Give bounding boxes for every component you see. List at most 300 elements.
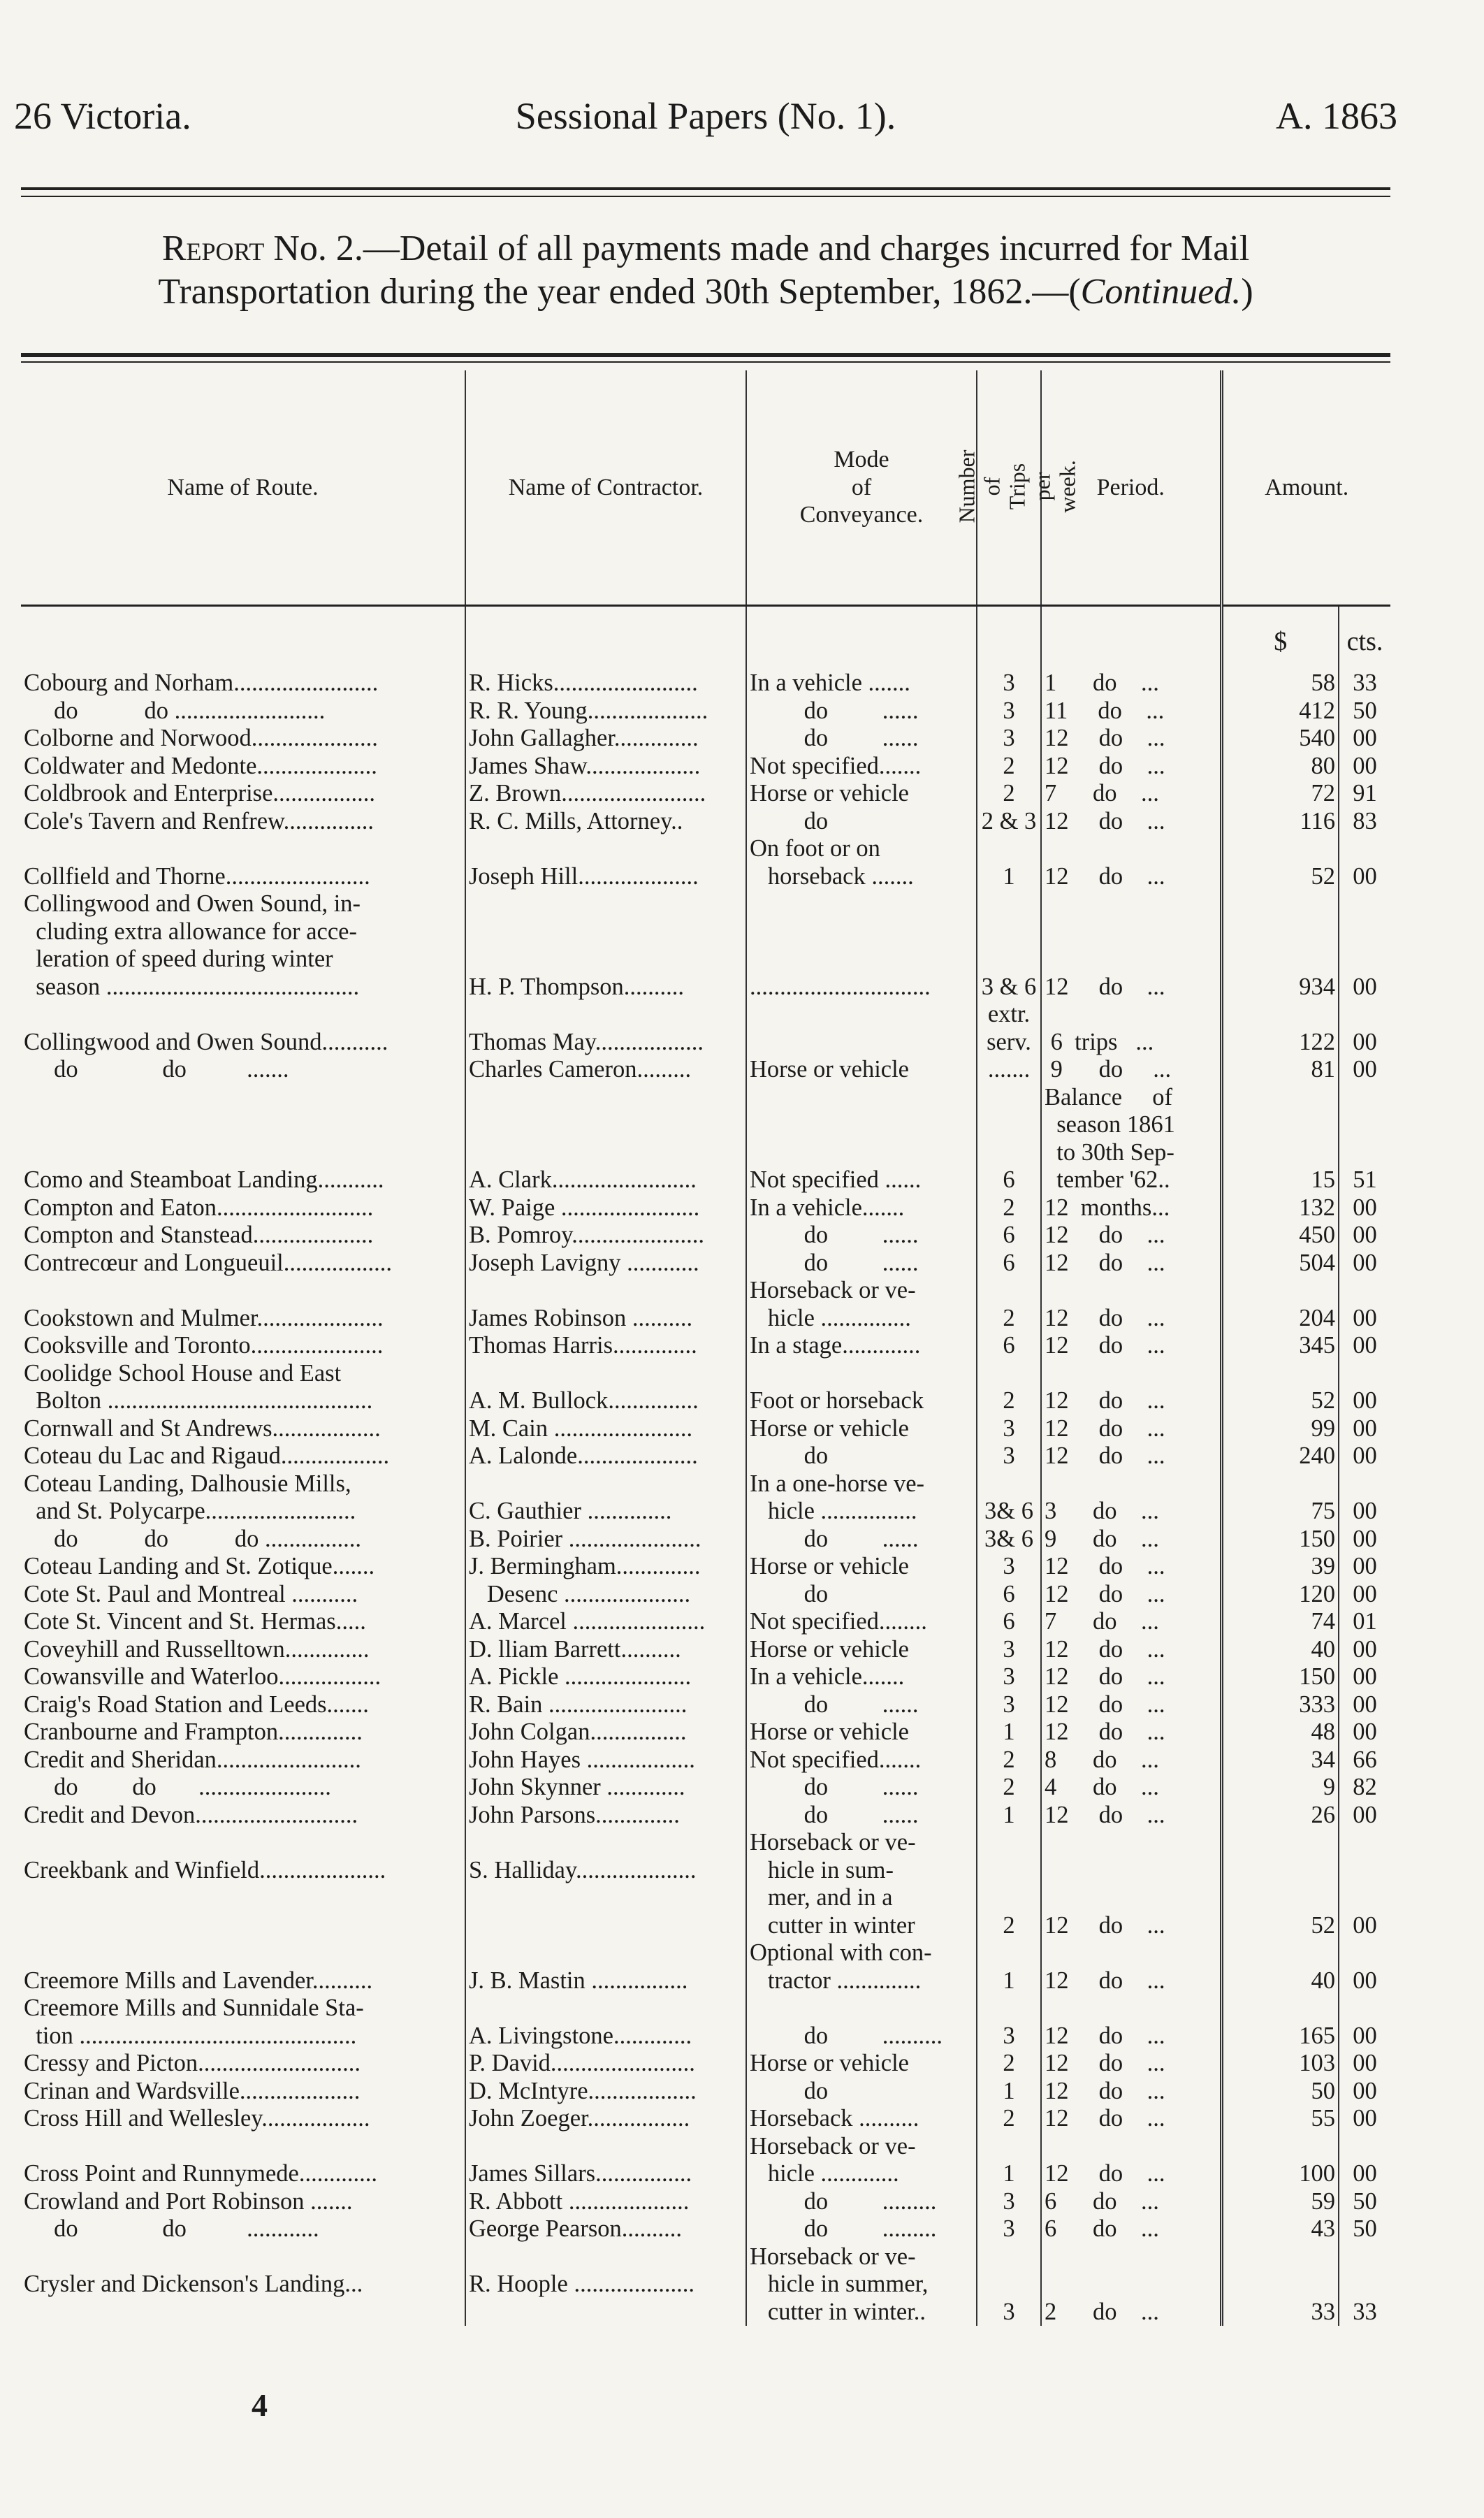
cell-trips: 2 (977, 753, 1041, 781)
table-row (21, 1056, 1390, 1084)
cell-period: 12 do ... (1041, 1222, 1221, 1250)
report-title-line1: No. 2.—Detail of all payments made and charges incurred for Mail (264, 229, 1250, 268)
cell-amount: 48 (1221, 1719, 1339, 1746)
cell-mode: Horseback or ve- hicle in summer, cutter in winter.. (746, 2243, 977, 2327)
cell-trips: 1 (977, 1939, 1041, 1995)
cell-contractor: George Pearson.......... (465, 2215, 746, 2243)
cell-route: Coldbrook and Enterprise................. (21, 780, 465, 808)
cell-mode: do ......... (746, 2215, 977, 2243)
cell-route: do do ....... (21, 1056, 465, 1084)
table-row (21, 890, 1390, 1001)
cell-amount: 333 (1221, 1691, 1339, 1719)
report-title-close: ) (1241, 272, 1253, 312)
cell-mode: In a vehicle....... (746, 1194, 977, 1222)
cell-amount: 74 (1221, 1608, 1339, 1636)
cell-period: 12 do ... (1041, 1360, 1221, 1415)
cell-period: 12 do ... (1041, 725, 1221, 753)
cell-route: Coteau du Lac and Rigaud.................. (21, 1442, 465, 1470)
cell-trips: 2 (977, 780, 1041, 808)
cell-amount: 55 (1221, 2105, 1339, 2133)
cell-route: Coveyhill and Russelltown.............. (21, 1636, 465, 1664)
cell-trips: 1 (977, 1719, 1041, 1746)
cell-period: 9 do ... (1041, 1526, 1221, 1554)
cell-trips: 2 (977, 1277, 1041, 1332)
cell-trips: 3 (977, 725, 1041, 753)
cell-mode: Horseback or ve- hicle in sum- mer, and in a cutter in winter (746, 1829, 977, 1939)
cell-period: 12 do ... (1041, 2133, 1221, 2188)
report-title (21, 227, 1390, 314)
table-row (21, 1277, 1390, 1332)
cell-amount: 50 (1221, 2078, 1339, 2106)
cell-contractor: W. Paige ....................... (465, 1194, 746, 1222)
cell-period: 6 do ... (1041, 2215, 1221, 2243)
cell-cents: 00 (1353, 2105, 1377, 2132)
cell-route: Creekbank and Winfield..................... (21, 1829, 465, 1939)
unit-dollars: $ (1221, 606, 1339, 656)
cell-mode: Not specified........ (746, 1608, 977, 1636)
cell-route: Crysler and Dickenson's Landing... (21, 2243, 465, 2327)
cell-mode: Horse or vehicle (746, 1636, 977, 1664)
trips-header-text: Number of Trips per week. (954, 449, 1080, 523)
cell-period: 7 do ... (1041, 780, 1221, 808)
cell-period: 12 do ... (1041, 1995, 1221, 2050)
cell-mode: do ...... (746, 1774, 977, 1802)
cell-amount: 80 (1221, 753, 1339, 781)
cell-trips: 3 (977, 1691, 1041, 1719)
cell-mode: .............................. (746, 890, 977, 1001)
cell-route: Cowansville and Waterloo................. (21, 1663, 465, 1691)
cell-contractor: R. Hoople .................... (465, 2243, 746, 2327)
cell-cents: 00 (1353, 1580, 1377, 1607)
cell-route: Cornwall and St Andrews.................. (21, 1415, 465, 1443)
cell-trips: extr. serv. (977, 1001, 1041, 1056)
cell-contractor: James Sillars................ (465, 2133, 746, 2188)
table-row (21, 2188, 1390, 2216)
cell-mode: do ...... (746, 1250, 977, 1278)
cell-trips: 2 (977, 1829, 1041, 1939)
cell-amount: 120 (1221, 1581, 1339, 1609)
cell-cents: 00 (1353, 1387, 1377, 1414)
cell-cents: 00 (1353, 725, 1377, 751)
table-row (21, 1360, 1390, 1415)
cell-period: 12 do ... (1041, 1250, 1221, 1278)
cell-route: do do ......................... (21, 697, 465, 725)
cell-mode: Horse or vehicle (746, 2050, 977, 2078)
cell-trips: 1 (977, 1802, 1041, 1830)
cell-route: Cookstown and Mulmer..................... (21, 1277, 465, 1332)
cell-cents: 00 (1353, 1056, 1377, 1083)
cell-mode: do (746, 2078, 977, 2106)
cell-cents: 00 (1353, 1525, 1377, 1552)
table-header-row (21, 370, 1390, 606)
cell-cents: 00 (1353, 1442, 1377, 1469)
cell-period: 4 do ... (1041, 1774, 1221, 1802)
cell-trips: 3 (977, 1663, 1041, 1691)
table-top-rule-thin (21, 361, 1390, 363)
cell-amount: 52 (1221, 1829, 1339, 1939)
cell-amount: 122 (1221, 1001, 1339, 1056)
cell-mode: Foot or horseback (746, 1360, 977, 1415)
cell-trips: 2 (977, 1194, 1041, 1222)
cell-cents: 00 (1353, 2050, 1377, 2076)
report-title-line2: Transportation during the year ended 30th September, 1862.—( (158, 272, 1081, 312)
cell-trips: 1 (977, 2078, 1041, 2106)
cell-trips: 2 (977, 1774, 1041, 1802)
cell-cents: 00 (1353, 1553, 1377, 1579)
cell-contractor: James Robinson .......... (465, 1277, 746, 1332)
cell-amount: 75 (1221, 1470, 1339, 1526)
cell-route: Como and Steamboat Landing........... (21, 1084, 465, 1194)
cell-mode: In a vehicle ....... (746, 670, 977, 697)
units-row (21, 606, 1390, 656)
cell-amount: 150 (1221, 1663, 1339, 1691)
header-session: 26 Victoria. (14, 95, 191, 137)
cell-route: Cross Point and Runnymede............. (21, 2133, 465, 2188)
cell-contractor: C. Gauthier .............. (465, 1470, 746, 1526)
cell-route: Craig's Road Station and Leeds....... (21, 1691, 465, 1719)
cell-mode: Horseback or ve- hicle ............. (746, 2133, 977, 2188)
cell-mode: do ...... (746, 725, 977, 753)
cell-mode: In a vehicle....... (746, 1663, 977, 1691)
cell-contractor: J. Bermingham.............. (465, 1553, 746, 1581)
cell-route: Collfield and Thorne........................ (21, 835, 465, 890)
cell-trips: 2 & 3 (977, 808, 1041, 836)
cell-amount: 43 (1221, 2215, 1339, 2243)
cell-contractor: James Shaw................... (465, 753, 746, 781)
cell-trips: 6 (977, 1581, 1041, 1609)
cell-trips: 6 (977, 1608, 1041, 1636)
cell-period: 6 trips ... (1041, 1001, 1221, 1056)
cell-route: Creemore Mills and Lavender.......... (21, 1939, 465, 1995)
table-row (21, 1332, 1390, 1360)
cell-cents: 00 (1353, 1222, 1377, 1248)
cell-contractor: Joseph Hill.................... (465, 835, 746, 890)
payments-table (21, 370, 1390, 2326)
table-row (21, 1608, 1390, 1636)
cell-cents: 00 (1353, 1635, 1377, 1663)
cell-route: Contrecœur and Longueuil.................. (21, 1250, 465, 1278)
cell-period: 12 do ... (1041, 1277, 1221, 1332)
cell-trips: 2 (977, 2050, 1041, 2078)
table-top-rule (21, 353, 1390, 357)
cell-mode: Not specified....... (746, 1746, 977, 1774)
cell-amount: 165 (1221, 1995, 1339, 2050)
cell-cents: 82 (1353, 1774, 1377, 1800)
cell-cents: 01 (1353, 1608, 1377, 1635)
cell-amount: 33 (1221, 2243, 1339, 2327)
cell-cents: 00 (1353, 2077, 1377, 2104)
cell-amount: 100 (1221, 2133, 1339, 2188)
cell-cents: 00 (1353, 2160, 1377, 2187)
table-row (21, 2243, 1390, 2327)
cell-contractor: Thomas Harris.............. (465, 1332, 746, 1360)
table-row (21, 1194, 1390, 1222)
table-row (21, 753, 1390, 781)
cell-route: Coolidge School House and East Bolton ............................................ (21, 1360, 465, 1415)
cell-trips: ....... (977, 1056, 1041, 1084)
table-row (21, 1470, 1390, 1526)
cell-cents: 83 (1353, 807, 1377, 834)
cell-amount: 72 (1221, 780, 1339, 808)
cell-period: 12 do ... (1041, 753, 1221, 781)
cell-trips: 6 (977, 1250, 1041, 1278)
cell-contractor: A. Livingstone............. (465, 1995, 746, 2050)
cell-period: 12 do ... (1041, 808, 1221, 836)
cell-period: 12 do ... (1041, 1691, 1221, 1719)
cell-cents: 00 (1353, 1332, 1377, 1359)
cell-mode: do ...... (746, 697, 977, 725)
cell-period: 12 do ... (1041, 2078, 1221, 2106)
cell-amount: 99 (1221, 1415, 1339, 1443)
cell-period: 12 do ... (1041, 1829, 1221, 1939)
cell-contractor: A. Pickle ..................... (465, 1663, 746, 1691)
col-header-route: Name of Route. (21, 370, 465, 606)
report-title-prefix: Report (161, 229, 265, 268)
cell-period: 12 do ... (1041, 1802, 1221, 1830)
cell-trips: 3 (977, 1415, 1041, 1443)
cell-contractor: M. Cain ....................... (465, 1415, 746, 1443)
cell-contractor: J. B. Mastin ................ (465, 1939, 746, 1995)
cell-amount: 52 (1221, 1360, 1339, 1415)
table-row (21, 835, 1390, 890)
cell-period: 12 do ... (1041, 1663, 1221, 1691)
table-row (21, 1746, 1390, 1774)
cell-amount: 103 (1221, 2050, 1339, 2078)
cell-contractor: R. R. Young.................... (465, 697, 746, 725)
header-rule-bottom (21, 196, 1390, 197)
running-header (14, 94, 1397, 136)
cell-cents: 33 (1353, 670, 1377, 696)
cell-trips: 6 (977, 1084, 1041, 1194)
cell-contractor: Joseph Lavigny ............ (465, 1250, 746, 1278)
cell-contractor: John Hayes .................. (465, 1746, 746, 1774)
cell-contractor: P. David........................ (465, 2050, 746, 2078)
cell-route: Coteau Landing, Dalhousie Mills, and St. Polycarpe......................... (21, 1470, 465, 1526)
cell-contractor: B. Poirier ...................... (465, 1526, 746, 1554)
cell-mode (746, 1001, 977, 1056)
cell-period: 12 do ... (1041, 2050, 1221, 2078)
cell-contractor: R. Bain ....................... (465, 1691, 746, 1719)
cell-cents: 00 (1353, 1719, 1377, 1745)
cell-cents: 00 (1353, 1691, 1377, 1718)
cell-period: Balance of season 1861 to 30th Sep- tember '62.. (1041, 1084, 1221, 1194)
cell-mode: do .......... (746, 1995, 977, 2050)
cell-amount: 58 (1221, 670, 1339, 697)
cell-amount: 15 (1221, 1084, 1339, 1194)
table-row (21, 1829, 1390, 1939)
cell-amount: 240 (1221, 1442, 1339, 1470)
cell-mode: On foot or on horseback ....... (746, 835, 977, 890)
cell-route: Credit and Sheridan........................ (21, 1746, 465, 1774)
cell-trips: 1 (977, 2133, 1041, 2188)
cell-mode: do ......... (746, 2188, 977, 2216)
cell-amount: 204 (1221, 1277, 1339, 1332)
spacer-row (21, 656, 1390, 670)
cell-route: Colborne and Norwood..................... (21, 725, 465, 753)
cell-cents: 00 (1353, 862, 1377, 890)
cell-mode: Horseback .......... (746, 2105, 977, 2133)
cell-amount: 132 (1221, 1194, 1339, 1222)
cell-contractor: A. Marcel ...................... (465, 1608, 746, 1636)
cell-cents: 00 (1353, 1801, 1377, 1828)
cell-amount: 59 (1221, 2188, 1339, 2216)
cell-period: 9 do ... (1041, 1056, 1221, 1084)
cell-contractor: Charles Cameron......... (465, 1056, 746, 1084)
table-row (21, 725, 1390, 753)
cell-route: Coteau Landing and St. Zotique....... (21, 1553, 465, 1581)
cell-route: Cressy and Picton........................... (21, 2050, 465, 2078)
cell-contractor: S. Halliday.................... (465, 1829, 746, 1939)
cell-route: Cobourg and Norham........................ (21, 670, 465, 697)
cell-cents: 50 (1353, 697, 1377, 724)
cell-route: Cote St. Paul and Montreal ........... (21, 1581, 465, 1609)
cell-period: 12 do ... (1041, 1636, 1221, 1664)
cell-cents: 00 (1353, 1194, 1377, 1221)
cell-cents: 50 (1353, 2187, 1377, 2215)
cell-trips: 3 (977, 1636, 1041, 1664)
cell-route: Crowland and Port Robinson ....... (21, 2188, 465, 2216)
cell-amount: 26 (1221, 1802, 1339, 1830)
cell-amount: 39 (1221, 1553, 1339, 1581)
cell-trips: 3 (977, 670, 1041, 697)
cell-route: Crinan and Wardsville.................... (21, 2078, 465, 2106)
cell-cents: 00 (1353, 1304, 1377, 1331)
table-row (21, 1084, 1390, 1194)
table-row (21, 2105, 1390, 2133)
cell-contractor: B. Pomroy...................... (465, 1222, 746, 1250)
cell-period: 12 do ... (1041, 835, 1221, 890)
table-row (21, 1581, 1390, 1609)
cell-amount: 412 (1221, 697, 1339, 725)
cell-mode: Horseback or ve- hicle ............... (746, 1277, 977, 1332)
cell-mode: do (746, 1442, 977, 1470)
cell-mode: do ...... (746, 1526, 977, 1554)
cell-period: 12 do ... (1041, 1442, 1221, 1470)
table-row (21, 1250, 1390, 1278)
cell-route: Compton and Stanstead.................... (21, 1222, 465, 1250)
cell-mode: Optional with con- tractor .............. (746, 1939, 977, 1995)
table-row (21, 2078, 1390, 2106)
cell-mode: do ...... (746, 1691, 977, 1719)
cell-trips: 3 (977, 2243, 1041, 2327)
report-title-continued: Continued. (1080, 272, 1242, 312)
table-row (21, 1939, 1390, 1995)
table-row (21, 2133, 1390, 2188)
table-row (21, 780, 1390, 808)
cell-cents: 00 (1353, 1498, 1377, 1524)
cell-amount: 9 (1221, 1774, 1339, 1802)
cell-amount: 116 (1221, 808, 1339, 836)
cell-cents: 00 (1353, 2022, 1377, 2049)
table-row (21, 1802, 1390, 1830)
cell-trips: 3 (977, 1995, 1041, 2050)
header-title: Sessional Papers (No. 1). (515, 95, 896, 137)
page-number: 4 (252, 2387, 268, 2423)
table-row (21, 2215, 1390, 2243)
table-row (21, 2050, 1390, 2078)
cell-trips: 3& 6 (977, 1526, 1041, 1554)
cell-cents: 00 (1353, 1911, 1377, 1939)
cell-period: 12 do ... (1041, 890, 1221, 1001)
cell-contractor: D. McIntyre.................. (465, 2078, 746, 2106)
table-row (21, 1553, 1390, 1581)
table-row (21, 1001, 1390, 1056)
cell-mode: do ...... (746, 1222, 977, 1250)
cell-trips: 6 (977, 1222, 1041, 1250)
header-rule-top (21, 187, 1390, 190)
table-row (21, 1415, 1390, 1443)
cell-trips: 3 (977, 2188, 1041, 2216)
cell-route: Coldwater and Medonte.................... (21, 753, 465, 781)
cell-trips: 3 (977, 697, 1041, 725)
cell-contractor: Z. Brown........................ (465, 780, 746, 808)
cell-period: 6 do ... (1041, 2188, 1221, 2216)
col-header-trips (954, 370, 1080, 606)
cell-period: 12 do ... (1041, 2105, 1221, 2133)
cell-route: Credit and Devon........................... (21, 1802, 465, 1830)
cell-period: 12 do ... (1041, 1415, 1221, 1443)
cell-cents: 00 (1353, 1414, 1377, 1442)
cell-cents: 00 (1353, 1249, 1377, 1276)
cell-amount: 40 (1221, 1636, 1339, 1664)
cell-route: Cole's Tavern and Renfrew............... (21, 808, 465, 836)
cell-contractor: John Skynner ............. (465, 1774, 746, 1802)
cell-cents: 00 (1353, 1663, 1377, 1690)
table-row (21, 1663, 1390, 1691)
cell-trips: 2 (977, 1746, 1041, 1774)
cell-amount: 81 (1221, 1056, 1339, 1084)
cell-period: 12 do ... (1041, 1939, 1221, 1995)
cell-trips: 3 (977, 2215, 1041, 2243)
cell-route: Compton and Eaton.......................... (21, 1194, 465, 1222)
cell-contractor: Thomas May.................. (465, 1001, 746, 1056)
table-row (21, 1719, 1390, 1746)
cell-amount: 934 (1221, 890, 1339, 1001)
table-row (21, 1442, 1390, 1470)
cell-cents: 91 (1353, 780, 1377, 806)
cell-amount: 52 (1221, 835, 1339, 890)
cell-trips: 2 (977, 1360, 1041, 1415)
cell-route: Cooksville and Toronto...................... (21, 1332, 465, 1360)
cell-cents: 33 (1353, 2298, 1377, 2325)
cell-amount: 450 (1221, 1222, 1339, 1250)
cell-amount: 34 (1221, 1746, 1339, 1774)
cell-contractor: Desenc ..................... (465, 1581, 746, 1609)
cell-mode: Horse or vehicle (746, 1056, 977, 1084)
col-header-mode: Mode of Conveyance. (746, 370, 977, 606)
cell-trips: 3 & 6 (977, 890, 1041, 1001)
cell-mode: Horse or vehicle (746, 1553, 977, 1581)
cell-cents: 00 (1353, 973, 1377, 1000)
cell-trips: 3 (977, 1553, 1041, 1581)
cell-route: Collingwood and Owen Sound, in- cluding extra allowance for acce- leration of speed during winter season .......................................... (21, 890, 465, 1001)
table-row (21, 1636, 1390, 1664)
cell-route: do do do ................ (21, 1526, 465, 1554)
unit-cents: cts. (1346, 626, 1383, 656)
cell-trips: 6 (977, 1332, 1041, 1360)
cell-period: 8 do ... (1041, 1746, 1221, 1774)
cell-contractor: R. Abbott .................... (465, 2188, 746, 2216)
cell-amount: 150 (1221, 1526, 1339, 1554)
table-row (21, 670, 1390, 697)
table-row (21, 1691, 1390, 1719)
col-header-amount: Amount. (1221, 370, 1390, 606)
cell-route: Creemore Mills and Sunnidale Sta- tion .............................................. (21, 1995, 465, 2050)
cell-contractor: H. P. Thompson.......... (465, 890, 746, 1001)
table-row (21, 808, 1390, 836)
cell-amount: 40 (1221, 1939, 1339, 1995)
cell-amount: 345 (1221, 1332, 1339, 1360)
